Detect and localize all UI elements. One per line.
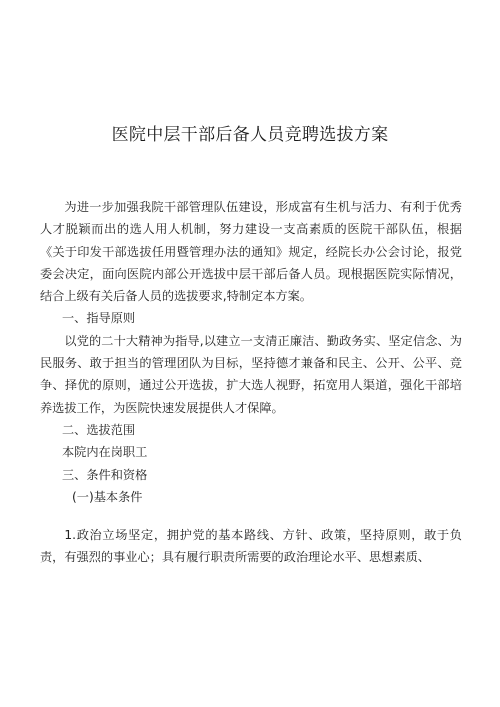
document-body [40,196,462,569]
intro-paragraph: 为进一步加强我院干部管理队伍建设，形成富有生机与活力、有利于优秀人才脱颖而出的选人用人机制，努力建设一支高素质的医院干部队伍，根据《关于印发干部选拔任用暨管理办法的通知》规定，经院长办公会讨论，报党委会决定，面向医院内部公开选拔中层干部后备人员。现根据医院实际情况，结合上级有关后备人员的选拔要求,特制定本方案。 [40,200,462,304]
section-heading-selection-scope: 二、选拔范围 [62,422,136,437]
selection-scope-text: 本院内在岗职工 [62,445,148,460]
sub-heading-basic-conditions: (一)基本条件 [72,489,143,504]
condition-item-1: 1.政治立场坚定，拥护党的基本路线、方针、政策，坚持原则，敢于负责，有强烈的事业心；具有履行职责所需要的政治理论水平、思想素质、 [40,528,462,565]
document-title: 医院中层干部后备人员竞聘选拔方案 [111,125,389,145]
guiding-principles-paragraph: 以党的二十大精神为指导,以建立一支清正廉洁、勤政务实、坚定信念、为民服务、敢于担当的管理团队为目标，坚持德才兼备和民主、公开、公平、竞争、择优的原则，通过公开选拔，扩大选人视野，拓宽用人渠道，强化干部培养选拔工作，为医院快速发展提供人才保障。 [40,333,462,415]
section-heading-conditions: 三、条件和资格 [62,467,148,482]
section-heading-guiding-principles: 一、指导原则 [62,311,136,326]
paragraph-spacer [40,508,462,524]
